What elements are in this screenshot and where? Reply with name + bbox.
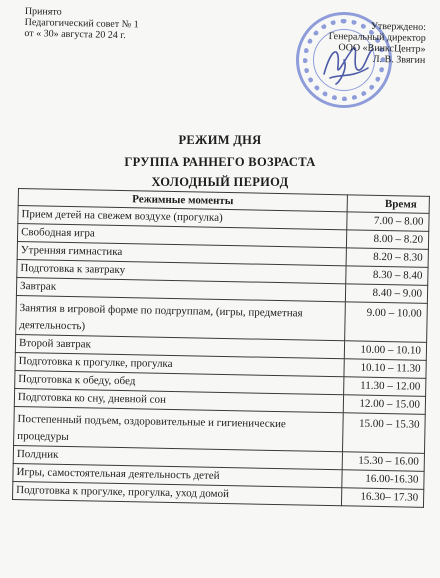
- group-title: ГРУППА РАННЕГО ВОЗРАСТА: [124, 155, 316, 169]
- approved-label: Утверждено:: [370, 20, 426, 33]
- activity-column-header: Режимные моменты: [18, 189, 347, 212]
- activity-cell: Завтрак: [16, 277, 345, 301]
- council-date: от « 30» августа 20 24 г.: [24, 27, 126, 42]
- organization-name: ООО «ВинксЦентр»: [338, 42, 426, 55]
- time-cell: 15.00 – 15.30: [342, 413, 425, 454]
- activity-cell: Подготовка к обеду, обед: [15, 370, 344, 394]
- page-title: РЕЖИМ ДНЯ: [178, 133, 262, 147]
- time-cell: 8.00 – 8.20: [346, 230, 428, 250]
- accepted-label: Принято: [24, 6, 62, 18]
- activity-cell: Подготовка к завтраку: [17, 259, 346, 283]
- activity-cell: Постепенный подъем, оздоровительные и гигиенические процедуры: [14, 406, 344, 451]
- activity-cell: Занятия в игровой форме по подгруппам, (игры, предметная деятельность): [16, 295, 346, 340]
- period-title: ХОЛОДНЫЙ ПЕРИОД: [151, 175, 289, 189]
- time-cell: 7.00 – 8.00: [347, 212, 429, 232]
- approval-block-right: [328, 20, 426, 66]
- time-cell: 8.20 – 8.30: [346, 248, 428, 268]
- activity-cell: Подготовка ко сну, дневной сон: [14, 388, 343, 412]
- time-cell: 10.10 – 11.30: [344, 359, 426, 379]
- activity-cell: Прием детей на свежем воздухе (прогулка): [18, 206, 347, 230]
- schedule-table: [12, 188, 430, 508]
- time-cell: 9.00 – 10.00: [345, 302, 428, 343]
- director-name: Л. В. Звягин: [372, 53, 426, 66]
- activity-cell: Свободная игра: [17, 224, 346, 248]
- activity-cell: Второй завтрак: [15, 334, 344, 358]
- time-column-header: Время: [347, 195, 429, 214]
- time-cell: 15.30 – 16.00: [342, 452, 424, 472]
- activity-cell: Игры, самостоятельная деятельность детей: [13, 463, 342, 487]
- director-title: Генеральный директор: [328, 30, 426, 44]
- time-cell: 12.00 – 15.00: [343, 395, 425, 415]
- council-label: Педагогический совет № 1: [24, 16, 139, 31]
- time-cell: 16.30– 17.30: [341, 488, 423, 508]
- time-cell: 8.40 – 9.00: [345, 284, 427, 304]
- activity-cell: Подготовка к прогулке, прогулка, уход домой: [13, 481, 342, 505]
- approval-block-left: [24, 6, 139, 41]
- activity-cell: Полдник: [13, 445, 342, 469]
- time-cell: 8.30 – 8.40: [346, 266, 428, 286]
- time-cell: 11.30 – 12.00: [344, 377, 426, 397]
- activity-cell: Утренняя гимнастика: [17, 241, 346, 265]
- time-cell: 10.00 – 10.10: [344, 341, 426, 361]
- time-cell: 16.00-16.30: [342, 470, 424, 490]
- activity-cell: Подготовка к прогулке, прогулка: [15, 352, 344, 376]
